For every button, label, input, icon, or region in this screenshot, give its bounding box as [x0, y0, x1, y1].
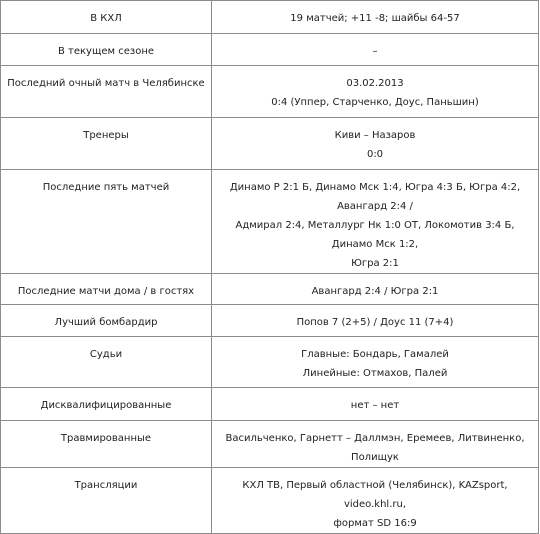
value-line: 19 матчей; +11 -8; шайбы 64-57	[290, 13, 460, 24]
row-value	[212, 1, 539, 34]
value-line: Адмирал 2:4, Металлург Нк 1:0 ОТ, Локомотив 3:4 Б, Динамо Мск 1:2,	[235, 220, 515, 250]
table-row	[1, 274, 539, 305]
row-label: В текущем сезоне	[1, 34, 212, 66]
row-value	[212, 337, 539, 388]
value-line: Попов 7 (2+5) / Доус 11 (7+4)	[296, 317, 454, 328]
value-line: 03.02.2013	[346, 78, 404, 89]
row-value	[212, 305, 539, 337]
value-line: Динамо Р 2:1 Б, Динамо Мск 1:4, Югра 4:3 Б, Югра 4:2, Авангард 2:4 /	[229, 182, 521, 212]
value-line: 0:4 (Уппер, Старченко, Доус, Паньшин)	[271, 97, 479, 108]
row-label: Трансляции	[1, 468, 212, 534]
value-line: Линейные: Отмахов, Палей	[302, 368, 448, 379]
row-label: Последние матчи дома / в гостях	[1, 274, 212, 305]
row-value	[212, 468, 539, 534]
value-line: Главные: Бондарь, Гамалей	[301, 349, 449, 360]
table-row	[1, 421, 539, 468]
row-value	[212, 118, 539, 170]
value-line: Югра 2:1	[351, 258, 399, 269]
value-line: КХЛ ТВ, Первый областной (Челябинск), KAZsport, video.khl.ru,	[242, 480, 508, 510]
table-row	[1, 388, 539, 421]
row-value	[212, 66, 539, 118]
row-value	[212, 274, 539, 305]
row-label: Травмированные	[1, 421, 212, 468]
value-line: формат SD 16:9	[333, 518, 417, 529]
value-line: Авангард 2:4 / Югра 2:1	[311, 286, 439, 297]
row-value	[212, 34, 539, 66]
table-row	[1, 34, 539, 66]
value-line: нет – нет	[350, 400, 400, 411]
row-label: Последние пять матчей	[1, 170, 212, 274]
row-value	[212, 421, 539, 468]
row-label: Лучший бомбардир	[1, 305, 212, 337]
value-line: Киви – Назаров	[334, 130, 416, 141]
value-line: 0:0	[366, 149, 384, 160]
table-row	[1, 305, 539, 337]
table-row	[1, 66, 539, 118]
table-row	[1, 468, 539, 534]
row-label: Тренеры	[1, 118, 212, 170]
table-row	[1, 1, 539, 34]
value-line: Васильченко, Гарнетт – Даллмэн, Еремеев, Литвиненко, Полищук	[225, 433, 525, 463]
row-value	[212, 170, 539, 274]
row-label: В КХЛ	[1, 1, 212, 34]
row-label: Дисквалифицированные	[1, 388, 212, 421]
value-line: –	[372, 46, 378, 57]
table-row	[1, 118, 539, 170]
table-row	[1, 170, 539, 274]
row-label: Судьи	[1, 337, 212, 388]
row-label: Последний очный матч в Челябинске	[1, 66, 212, 118]
table-row	[1, 337, 539, 388]
row-value	[212, 388, 539, 421]
